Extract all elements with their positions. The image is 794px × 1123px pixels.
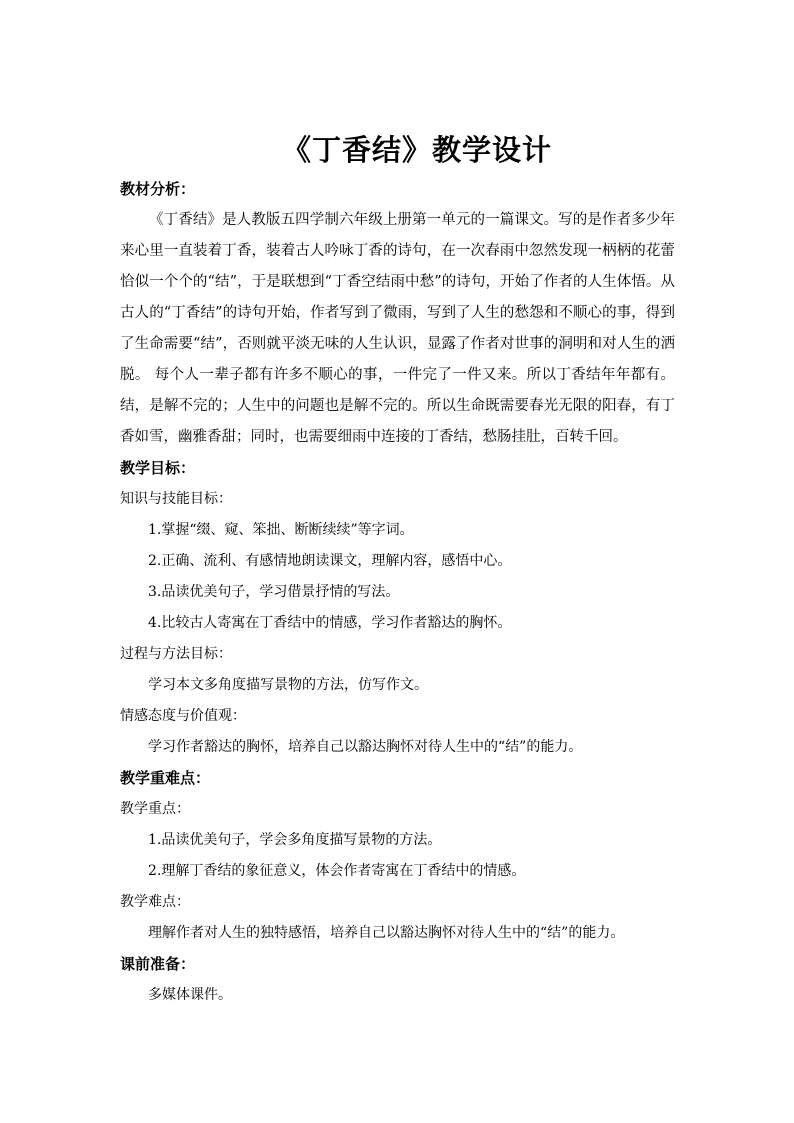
goals-process-label: 过程与方法目标：	[120, 646, 232, 662]
keypoint-item: 理解作者对人生的独特感悟，培养自己以豁达胸怀对待人生中的“结”的能力。	[148, 925, 625, 941]
analysis-paragraph: 《丁香结》是人教版五四学制六年级上册第一单元的一篇课文。写的是作者多少年来心里一直装着丁香，装着古人吟咏丁香的诗句，在一次春雨中忽然发现一柄柄的花蕾恰似一个个的“结”，于是联想到“丁香空结雨中愁”的诗句，开始了作者的人生体悟。从古人的“丁香结”的诗句开始，作者写到了微雨，写到了人生的愁怨和不顺心的事，得到了生命需要“结”，否则就平淡无味的人生认识，显露了作者对世事的洞明和对人生的洒脱。 每个人一辈子都有许多不顺心的事，一件完了一件又来。所以丁香结年年都有。结，是解不完的；人生中的问题也是解不完的。所以生命既需要春光无限的阳春，有丁香如雪，幽雅香甜；同时，也需要细雨中连接的丁香结，愁肠挂肚，百转千回。	[120, 212, 675, 445]
goal-item: 4.比较古人寄寓在丁香结中的情感，学习作者豁达的胸怀。	[148, 615, 512, 631]
goals-emotion-label: 情感态度与价值观：	[120, 708, 246, 724]
goals-knowledge-label: 知识与技能目标：	[120, 491, 232, 507]
section-heading-preparation: 课前准备：	[120, 955, 196, 973]
document-title: 《丁香结》教学设计	[281, 133, 552, 167]
goal-item: 学习作者豁达的胸怀，培养自己以豁达胸怀对待人生中的“结”的能力。	[148, 739, 583, 755]
keypoints-difficulty-label: 教学难点：	[120, 894, 190, 910]
section-heading-goals: 教学目标：	[120, 459, 196, 477]
document-body	[120, 174, 675, 1011]
goal-item: 1.掌握“缀、窥、笨拙、断断续续”等字词。	[148, 522, 414, 538]
keypoint-item: 1.品读优美句子，学会多角度描写景物的方法。	[148, 832, 442, 848]
preparation-item: 多媒体课件。	[148, 987, 232, 1003]
section-heading-analysis: 教材分析：	[120, 180, 196, 198]
goal-item: 3.品读优美句子，学习借景抒情的写法。	[148, 584, 400, 600]
goal-item: 学习本文多角度描写景物的方法，仿写作文。	[148, 677, 428, 693]
keypoint-item: 2.理解丁香结的象征意义，体会作者寄寓在丁香结中的情感。	[148, 863, 526, 879]
goal-item: 2.正确、流利、有感情地朗读课文，理解内容，感悟中心。	[148, 553, 512, 569]
keypoints-focus-label: 教学重点：	[120, 801, 190, 817]
section-heading-keypoints: 教学重难点：	[120, 769, 211, 787]
